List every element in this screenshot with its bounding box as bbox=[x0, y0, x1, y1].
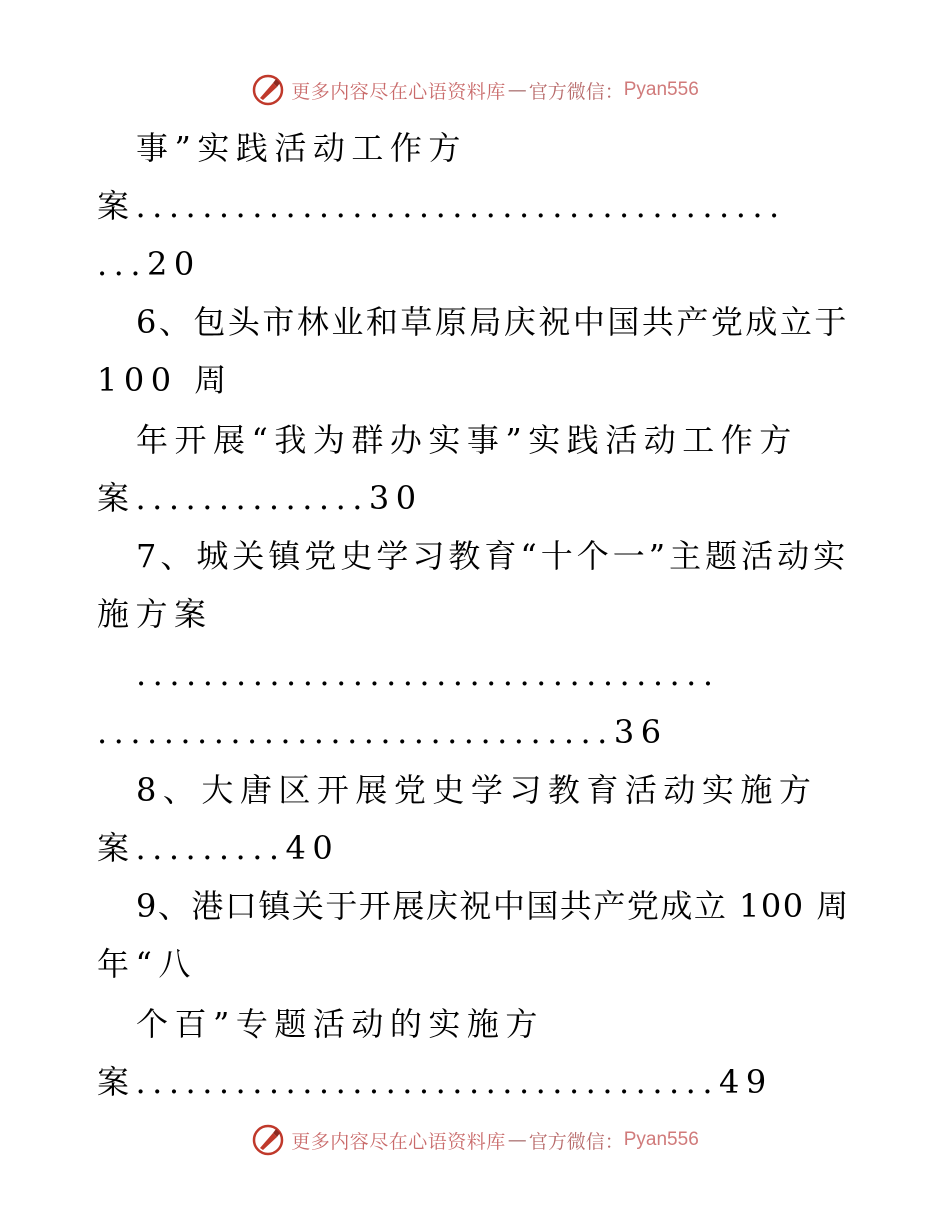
toc-line: 施方案 bbox=[97, 595, 213, 633]
watermark-wechat-id: Pyan556 bbox=[623, 79, 699, 100]
toc-line: 案...................................49 bbox=[97, 1063, 773, 1101]
watermark-site-text: 更多内容尽在心语资料库 bbox=[291, 80, 506, 103]
toc-line: 年“八 bbox=[97, 945, 197, 983]
toc-line: ................................... bbox=[136, 655, 720, 693]
toc-entry-6: 6、包头市林业和草原局庆祝中国共产党成立于 bbox=[136, 303, 849, 341]
toc-line: 案....................................... bbox=[97, 187, 786, 225]
toc-line: 案..............30 bbox=[97, 479, 423, 517]
watermark-site-text: 更多内容尽在心语资料库 bbox=[291, 1130, 506, 1153]
watermark-wechat-id: Pyan556 bbox=[623, 1129, 699, 1150]
watermark-wechat-label: 官方微信： bbox=[528, 80, 624, 103]
pen-nib-logo-icon bbox=[251, 73, 285, 107]
pen-nib-logo-icon bbox=[251, 1123, 285, 1157]
header-watermark bbox=[0, 70, 950, 110]
toc-entry-9: 9、港口镇关于开展庆祝中国共产党成立 100 周 bbox=[136, 887, 850, 925]
watermark-dash: — bbox=[507, 1129, 527, 1151]
toc-line: 100 周 bbox=[97, 361, 233, 399]
toc-line: 案.........40 bbox=[97, 829, 340, 867]
toc-line: 年开展“我为群办实事”实践活动工作方 bbox=[136, 421, 798, 459]
footer-watermark bbox=[0, 1120, 950, 1160]
toc-entry-7: 7、城关镇党史学习教育“十个一”主题活动实 bbox=[136, 537, 850, 575]
toc-line: ...............................36 bbox=[97, 713, 668, 751]
toc-line: ...20 bbox=[97, 245, 201, 283]
toc-entry-8: 8、大唐区开展党史学习教育活动实施方 bbox=[136, 771, 818, 809]
watermark-wechat-label: 官方微信： bbox=[528, 1130, 624, 1153]
watermark-dash: — bbox=[507, 79, 527, 101]
toc-line: 个百”专题活动的实施方 bbox=[136, 1005, 544, 1043]
toc-line: 事”实践活动工作方 bbox=[136, 129, 467, 167]
